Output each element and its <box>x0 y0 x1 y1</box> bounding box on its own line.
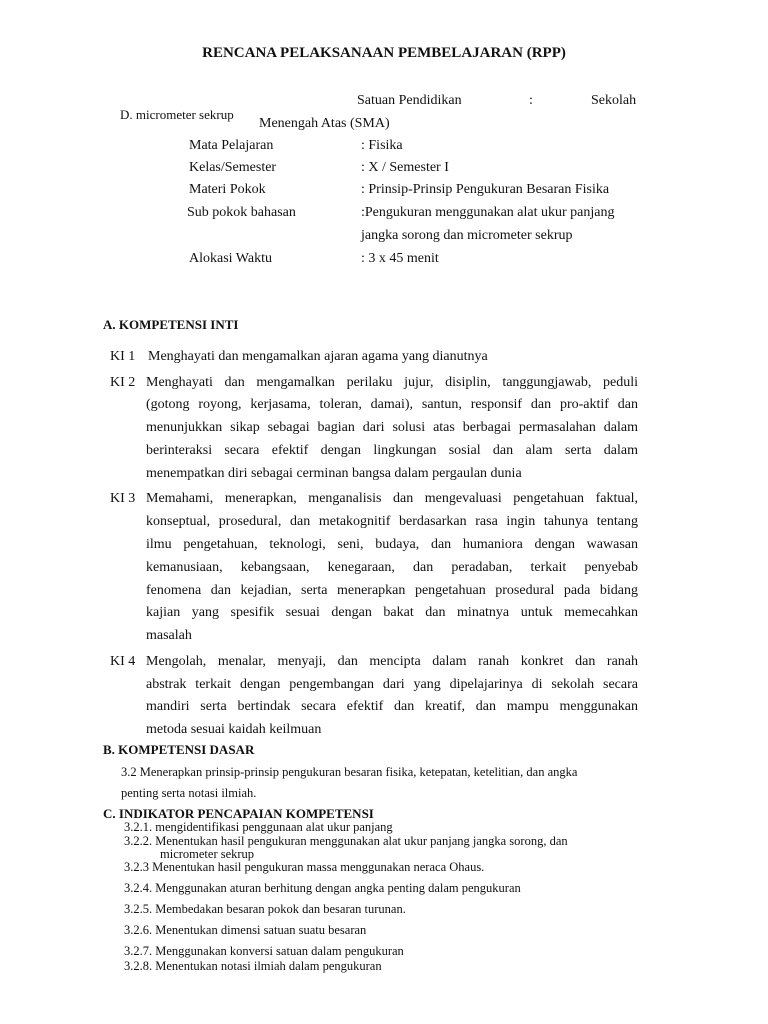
indicator-item: 3.2.5. Membedakan besaran pokok dan besaran turunan. <box>124 902 406 916</box>
ki-line: fenomena dan kejadian, serta menerapkan pengetahuan prosedural pada bidang <box>146 583 638 598</box>
ki-line: menempatkan diri sebagai cerminan bangsa dalam pergaulan dunia <box>146 466 522 481</box>
satuan-value-a: Sekolah <box>591 93 637 108</box>
ki-line: Memahami, menerapkan, menganalisis dan mengevaluasi pengetahuan faktual, <box>146 491 638 506</box>
ki-line: menunjukkan sikap sebagai bagian dari solusi atas berbagai permasalahan dalam <box>146 420 638 435</box>
section-c-heading: C. INDIKATOR PENCAPAIAN KOMPETENSI <box>103 806 374 821</box>
indicator-item: 3.2.3 Menentukan hasil pengukuran massa menggunakan neraca Ohaus. <box>124 860 485 874</box>
ki-number: KI 4 <box>110 654 136 669</box>
indicator-item-continued: micrometer sekrup <box>160 847 255 861</box>
identity-value: : Prinsip-Prinsip Pengukuran Besaran Fisika <box>361 182 610 197</box>
indicator-item: 3.2.8. Menentukan notasi ilmiah dalam pengukuran <box>124 959 382 973</box>
ki-line: Menghayati dan mengamalkan perilaku jujur, disiplin, tanggungjawab, peduli <box>146 375 638 390</box>
satuan-value-b: Menengah Atas (SMA) <box>259 116 390 131</box>
ki-line: metoda sesuai kaidah keilmuan <box>146 722 322 737</box>
ki-line: (gotong royong, kerjasama, toleran, damai), santun, responsif dan pro-aktif dan <box>146 397 638 412</box>
ki-number: KI 3 <box>110 491 136 506</box>
document-title: RENCANA PELAKSANAAN PEMBELAJARAN (RPP) <box>202 45 566 61</box>
ki-number: KI 1 <box>110 349 136 364</box>
indicator-item: 3.2.1. mengidentifikasi penggunaan alat ukur panjang <box>124 820 393 834</box>
ki-line: Mengolah, menalar, menyaji, dan mencipta dalam ranah konkret dan ranah <box>146 654 638 669</box>
ki-line: masalah <box>146 628 192 643</box>
identity-label: Materi Pokok <box>189 182 266 197</box>
ki-line: kemanusiaan, kebangsaan, kenegaraan, dan peradaban, terkait penyebab <box>146 560 638 575</box>
indicator-item: 3.2.7. Menggunakan konversi satuan dalam pengukuran <box>124 944 404 958</box>
ki-line: abstrak terkait dengan pengembangan dari yang dipelajarinya di sekolah secara <box>146 677 638 692</box>
section-a-heading: A. KOMPETENSI INTI <box>103 317 239 332</box>
ki-line: ilmu pengetahuan, teknologi, seni, budaya, dan humaniora dengan wawasan <box>146 537 638 552</box>
section-b-heading: B. KOMPETENSI DASAR <box>103 742 255 757</box>
kd-line: penting serta notasi ilmiah. <box>121 786 257 800</box>
kd-line: 3.2 Menerapkan prinsip-prinsip pengukuran besaran fisika, ketepatan, ketelitian, dan angka <box>121 765 578 779</box>
ki-number: KI 2 <box>110 375 136 390</box>
identity-label: Mata Pelajaran <box>189 138 274 153</box>
satuan-label: Satuan Pendidikan <box>357 93 462 108</box>
indicator-item: 3.2.4. Menggunakan aturan berhitung dengan angka penting dalam pengukuran <box>124 881 521 895</box>
indicator-item: 3.2.2. Menentukan hasil pengukuran menggunakan alat ukur panjang jangka sorong, dan <box>124 834 568 848</box>
ki-line: kajian yang spesifik sesuai dengan bakat dan minatnya untuk memecahkan <box>146 605 638 620</box>
ki-line: berinteraksi secara efektif dengan lingkungan sosial dan alam serta dalam <box>146 443 638 458</box>
stray-option-text: D. micrometer sekrup <box>120 107 234 122</box>
identity-value: : 3 x 45 menit <box>361 251 439 266</box>
ki-line: mandiri serta bertindak secara efektif dan kreatif, dan mampu menggunakan <box>146 699 638 714</box>
identity-value: : X / Semester I <box>361 160 449 175</box>
satuan-colon: : <box>529 93 533 108</box>
identity-label: Kelas/Semester <box>189 160 277 175</box>
identity-value: : Fisika <box>361 138 403 153</box>
ki-line: Menghayati dan mengamalkan ajaran agama yang dianutnya <box>148 349 488 364</box>
ki-line: konseptual, prosedural, dan metakognitif berdasarkan rasa ingin tahunya tentang <box>146 514 638 529</box>
indicator-item: 3.2.6. Menentukan dimensi satuan suatu besaran <box>124 923 367 937</box>
identity-label: Alokasi Waktu <box>189 251 272 266</box>
identity-value-continued: jangka sorong dan micrometer sekrup <box>361 228 573 243</box>
identity-label: Sub pokok bahasan <box>187 205 296 220</box>
identity-value: :Pengukuran menggunakan alat ukur panjang <box>361 205 615 220</box>
